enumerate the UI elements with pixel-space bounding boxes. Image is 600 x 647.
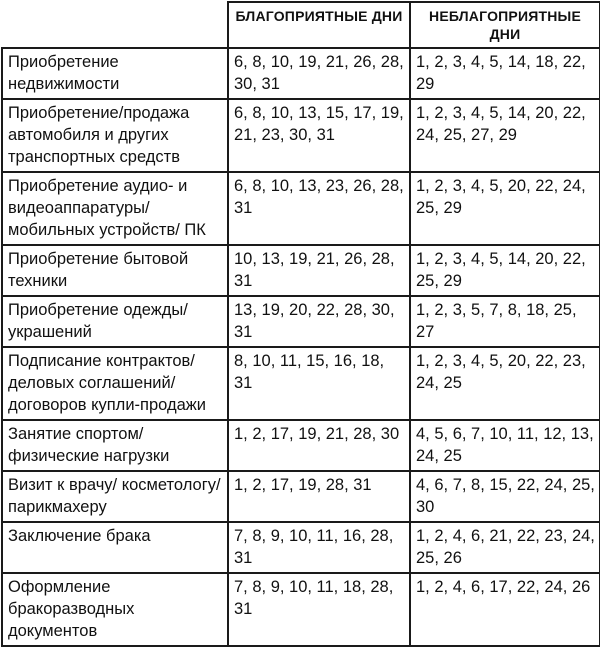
table-row <box>2 347 600 420</box>
table-row <box>2 296 600 347</box>
activity-cell: Подписание контрактов/ деловых соглашений/ договоров купли-продажи <box>2 347 228 420</box>
table-row <box>2 245 600 296</box>
activity-cell: Приобретение аудио- и видеоаппаратуры/ мобильных устройств/ ПК <box>2 172 228 245</box>
favorable-days-table <box>1 1 600 647</box>
unfavorable-days-cell: 1, 2, 3, 4, 5, 14, 20, 22, 25, 29 <box>410 245 600 296</box>
favorable-days-cell: 6, 8, 10, 19, 21, 26, 28, 30, 31 <box>228 48 410 99</box>
favorable-days-cell: 6, 8, 10, 13, 23, 26, 28, 31 <box>228 172 410 245</box>
table-row <box>2 99 600 172</box>
table-row <box>2 420 600 471</box>
activity-cell: Занятие спортом/ физические нагрузки <box>2 420 228 471</box>
unfavorable-days-cell: 1, 2, 4, 6, 17, 22, 24, 26 <box>410 573 600 646</box>
favorable-days-cell: 1, 2, 17, 19, 28, 31 <box>228 471 410 522</box>
unfavorable-days-cell: 4, 6, 7, 8, 15, 22, 24, 25, 30 <box>410 471 600 522</box>
table-row <box>2 573 600 646</box>
unfavorable-days-cell: 1, 2, 3, 4, 5, 14, 18, 22, 29 <box>410 48 600 99</box>
activity-cell: Оформление бракоразводных документов <box>2 573 228 646</box>
header-row <box>2 2 600 48</box>
favorable-days-cell: 7, 8, 9, 10, 11, 18, 28, 31 <box>228 573 410 646</box>
unfavorable-days-cell: 1, 2, 3, 4, 5, 20, 22, 24, 25, 29 <box>410 172 600 245</box>
favorable-days-cell: 13, 19, 20, 22, 28, 30, 31 <box>228 296 410 347</box>
table-row <box>2 48 600 99</box>
unfavorable-days-cell: 4, 5, 6, 7, 10, 11, 12, 13, 24, 25 <box>410 420 600 471</box>
unfavorable-days-cell: 1, 2, 3, 4, 5, 14, 20, 22, 24, 25, 27, 29 <box>410 99 600 172</box>
favorable-days-cell: 6, 8, 10, 13, 15, 17, 19, 21, 23, 30, 31 <box>228 99 410 172</box>
activity-cell: Приобретение недвижимости <box>2 48 228 99</box>
header-activity <box>2 2 228 48</box>
activity-cell: Приобретение одежды/ украшений <box>2 296 228 347</box>
favorable-days-cell: 8, 10, 11, 15, 16, 18, 31 <box>228 347 410 420</box>
favorable-days-cell: 1, 2, 17, 19, 21, 28, 30 <box>228 420 410 471</box>
unfavorable-days-cell: 1, 2, 3, 5, 7, 8, 18, 25, 27 <box>410 296 600 347</box>
favorable-days-cell: 10, 13, 19, 21, 26, 28, 31 <box>228 245 410 296</box>
activity-cell: Визит к врачу/ косметологу/ парикмахеру <box>2 471 228 522</box>
table-row <box>2 172 600 245</box>
header-favorable-days: БЛАГОПРИЯТНЫЕ ДНИ <box>228 2 410 48</box>
favorable-days-cell: 7, 8, 9, 10, 11, 16, 28, 31 <box>228 522 410 573</box>
table-row <box>2 522 600 573</box>
table-row <box>2 471 600 522</box>
activity-cell: Приобретение/продажа автомобиля и других транспортных средств <box>2 99 228 172</box>
activity-cell: Приобретение бытовой техники <box>2 245 228 296</box>
unfavorable-days-cell: 1, 2, 3, 4, 5, 20, 22, 23, 24, 25 <box>410 347 600 420</box>
activity-cell: Заключение брака <box>2 522 228 573</box>
header-unfavorable-days: НЕБЛАГОПРИЯТНЫЕ ДНИ <box>410 2 600 48</box>
unfavorable-days-cell: 1, 2, 4, 6, 21, 22, 23, 24, 25, 26 <box>410 522 600 573</box>
